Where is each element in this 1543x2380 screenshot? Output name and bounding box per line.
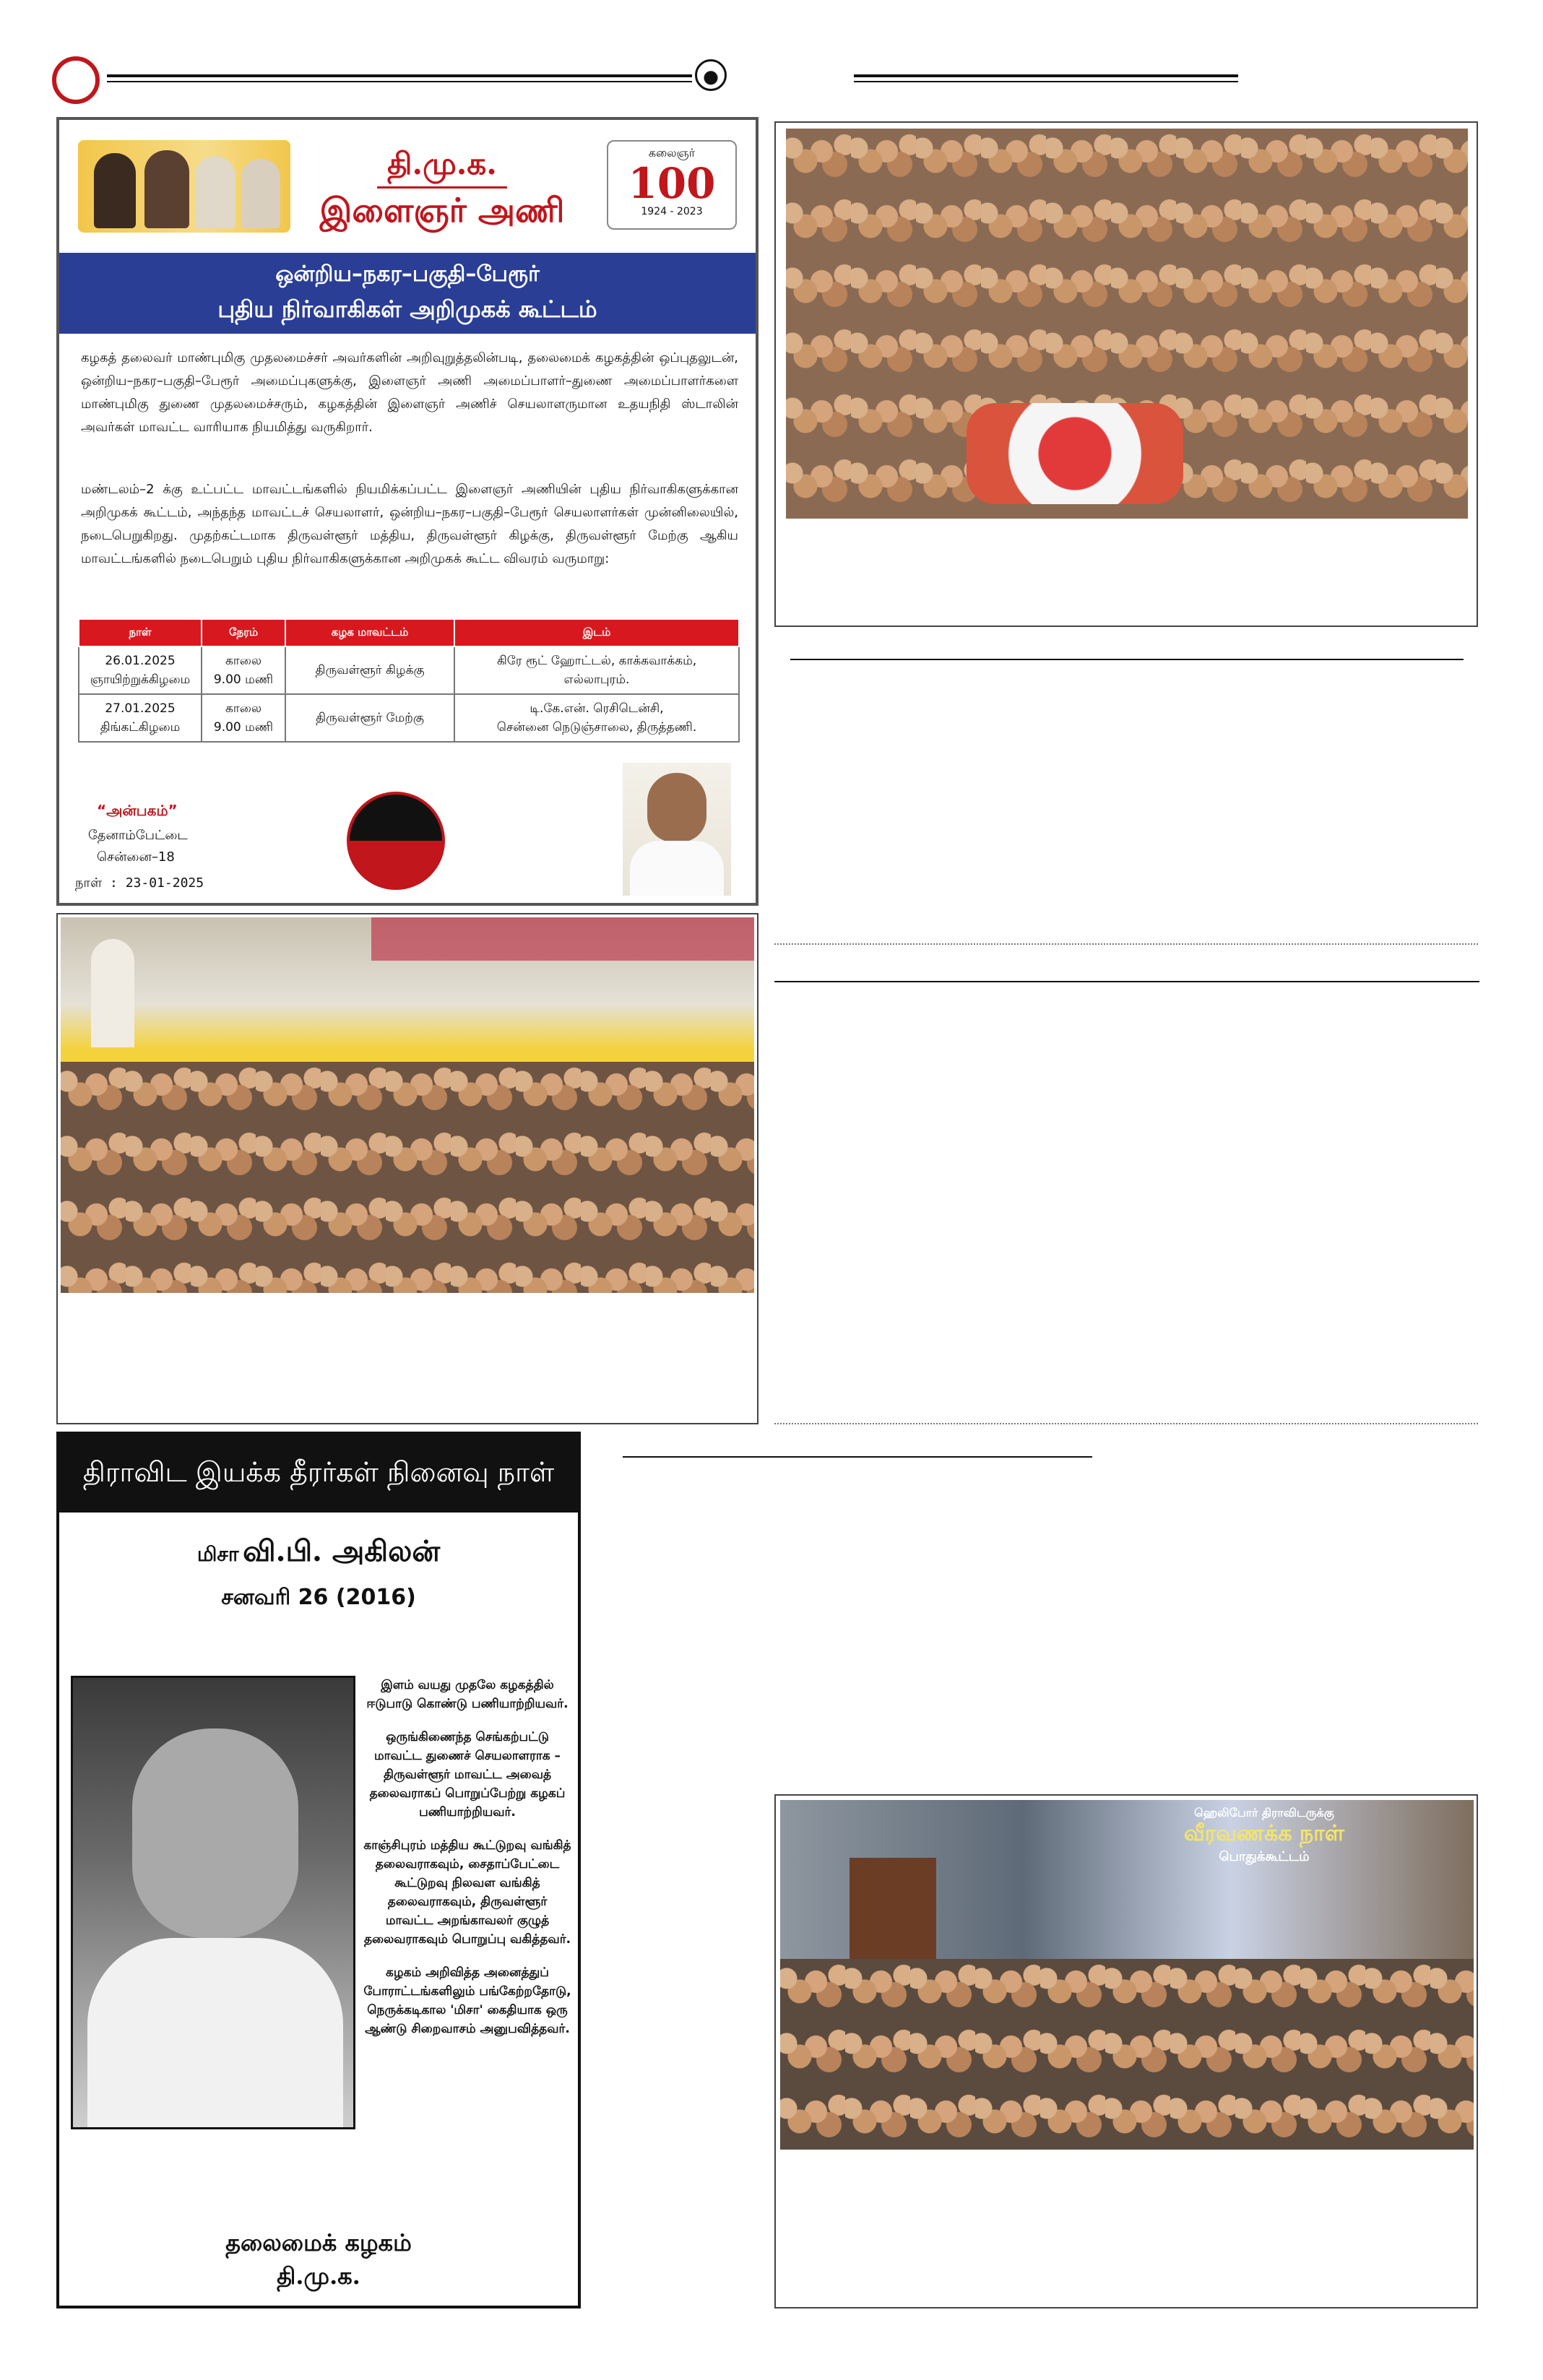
table-row [79, 694, 739, 742]
leader-portrait [94, 153, 136, 228]
meeting-crowd-photo [61, 1062, 754, 1293]
leader-portrait [195, 156, 235, 228]
dotted-rule [774, 1423, 1478, 1424]
meeting-banner [59, 253, 756, 334]
ad-paragraph-2: மண்டலம்–2 க்கு உட்பட்ட மாவட்டங்களில் நியமிக்கப்பட்ட இளைஞர் அணியின் புதிய நிர்வாகிகளுக்கான அறிமுகக் கூட்டம், அந்தந்த மாவட்டச் செயலாளர், ஒன்றிய–நகர–பகுதி–பேரூர் செயலாளர்கள் முன்னிலையில், நடைபெறுகிறது. முதற்கட்டமாக திருவள்ளூர் மத்திய, திருவள்ளூர் கிழக்கு, திருவள்ளூர் மேற்கு ஆகிய மாவட்டங்களில் நடைபெறும் புதிய நிர்வாகிகளுக்கான அறிமுகக் கூட்ட விவரம் வருமாறு: [81, 482, 738, 566]
schedule-table-wrap [78, 618, 740, 743]
stage-backdrop [371, 917, 754, 961]
table-cell-time [202, 694, 285, 742]
section-rule [623, 1456, 1092, 1458]
table-cell-date [79, 694, 202, 742]
place-line2: எல்லாபுரம். [563, 672, 630, 687]
date-text: 26.01.2025 [105, 654, 176, 668]
table-cell-time [202, 646, 285, 694]
table-header: நேரம் [202, 619, 285, 646]
office-name: “அன்பகம்” [97, 802, 178, 819]
photo-box-top-right [774, 121, 1478, 627]
portrait-face [132, 1728, 298, 1938]
bio-paragraph: ஒருங்கிணைந்த செங்கற்பட்டு மாவட்ட துணைச் செயலாளராக – திருவள்ளூர் மாவட்ட அவைத் தலைவராகப் பொறுப்பேற்று கழகப் பணியாற்றியவர். [369, 1730, 566, 1819]
audience-photo [780, 1959, 1474, 2150]
podium [850, 1858, 936, 1959]
time-label: காலை [225, 654, 262, 668]
section-rule [774, 981, 1479, 982]
meeting-stage-photo [61, 917, 754, 1062]
name-prefix: மிசா [196, 1542, 239, 1566]
header-rule-left-thin [107, 81, 692, 82]
stage-banner-line2: வீரவணக்க நாள் [1184, 1821, 1344, 1846]
stage-banner-line3: பொதுக்கூட்டம் [1219, 1849, 1310, 1864]
date-text: 27.01.2025 [105, 701, 176, 716]
memorial-name-line [59, 1534, 578, 1572]
header-rule-left [107, 74, 692, 77]
place-line2: சென்னை நெடுஞ்சாலை, திருத்தணி. [496, 720, 697, 735]
kalaignar-100-logo [607, 140, 737, 230]
table-cell-place [454, 694, 739, 742]
page-number-circle [52, 56, 100, 104]
memorial-header-text: திராவிட இயக்க தீரர்கள் நினைவு நாள் [82, 1456, 555, 1488]
stage-speaker [91, 939, 134, 1047]
bio-paragraph: இளம் வயது முதலே கழகத்தில் ஈடுபாடு கொண்டு பணியாற்றியவர். [366, 1678, 569, 1711]
brand-title: தி.மு.க. [387, 146, 497, 181]
table-header-row [79, 619, 739, 646]
portrait-shirt [87, 1938, 343, 2127]
leader-portrait [144, 150, 189, 228]
day-text: ஞாயிற்றுக்கிழமை [90, 672, 191, 687]
memorial-footer-2: தி.மு.க. [277, 2262, 360, 2290]
memorial-bio [363, 1676, 572, 2038]
place-line1: டி.கே.என். ரெசிடென்சி, [530, 701, 664, 716]
dmk-flag-emblem-icon [347, 792, 445, 890]
section-rule [790, 659, 1464, 660]
dmk-youth-ad [56, 117, 758, 906]
dotted-rule [774, 943, 1478, 945]
header-rule-right [854, 74, 1238, 77]
stage-banner [1156, 1806, 1373, 1885]
memorial-notice [56, 1432, 581, 2308]
memorial-footer-1: தலைமைக் கழகம் [225, 2229, 412, 2256]
table-header: நாள் [79, 619, 202, 646]
centenary-top-label: கலைஞர் [648, 146, 696, 160]
table-header: கழக மாவட்டம் [285, 619, 454, 646]
brand-subtitle: இளைஞர் அணி [319, 191, 565, 230]
photo-box-bottom-right [774, 1794, 1478, 2308]
time-label: காலை [225, 701, 262, 716]
centenary-number: 100 [628, 159, 716, 208]
leader-photo [623, 763, 731, 896]
bio-paragraph: கழகம் அறிவித்த அனைத்துப் போராட்டங்களிலும் பங்கேற்றதோடு, நெருக்கடிகால 'மிசா' கைதியாக ஒரு ஆண்டு சிறைவாசம் அனுபவித்தவர். [363, 1965, 571, 2036]
table-header: இடம் [454, 619, 739, 646]
ad-paragraph-1: கழகத் தலைவர் மாண்புமிகு முதலமைச்சர் அவர்களின் அறிவுறுத்தலின்படி, தலைமைக் கழகத்தின் ஒப்புதலுடன், ஒன்றிய–நகர–பகுதி–பேரூர் அமைப்புகளுக்கு, இளைஞர் அணி அமைப்பாளர்–துணை அமைப்பாளர்களை மாண்புமிகு துணை முதலமைச்சரும், கழகத்தின் இளைஞர் அணிச் செயலாளருமான உதயநிதி ஸ்டாலின் அவர்கள் மாவட்ட வாரியாக நியமித்து வருகிறார். [81, 350, 738, 435]
table-cell-place [454, 646, 739, 694]
leaders-portrait-strip [78, 140, 290, 233]
rising-sun-emblem-icon [695, 59, 727, 91]
stage-photo [780, 1800, 1474, 1959]
ad-date: நாள் : 23-01-2025 [75, 875, 204, 891]
header-rule-right-thin [854, 81, 1238, 82]
table-row [79, 646, 739, 694]
table-cell-district: திருவள்ளூர் மேற்கு [285, 694, 454, 742]
office-address-line2: சென்னை–18 [97, 849, 175, 865]
leader-portrait [241, 159, 280, 228]
funeral-photo [786, 129, 1468, 519]
leader-shirt [630, 841, 724, 896]
time-value: 9.00 மணி [213, 672, 274, 687]
office-address-line1: தேனாம்பேட்டை [88, 828, 188, 843]
banner-line1: ஒன்றிய–நகர–பகுதி–பேரூர் [275, 261, 540, 287]
memorial-name: வி.பி. அகிலன் [243, 1534, 441, 1568]
table-cell-district: திருவள்ளூர் கிழக்கு [285, 646, 454, 694]
time-value: 9.00 மணி [213, 720, 274, 735]
photo-box-left-middle [56, 913, 758, 1424]
memorial-date: சனவரி 26 (2016) [221, 1585, 416, 1610]
leader-face [647, 773, 706, 842]
garland-area [967, 403, 1183, 504]
place-line1: கிரே ரூட் ஹோட்டல், காக்கவாக்கம், [496, 654, 697, 668]
brand-title-rule [377, 186, 507, 189]
bio-paragraph: காஞ்சிபுரம் மத்திய கூட்டுறவு வங்கித் தலைவராகவும், சைதாப்பேட்டை கூட்டுறவு நிலவள வங்கித் தலைவராகவும், திருவள்ளூர் மாவட்ட அறங்காவலர் குழுத் தலைவராகவும் பொறுப்பு வகித்தவர். [363, 1838, 571, 1947]
memorial-portrait [71, 1676, 355, 2129]
memorial-header [59, 1435, 578, 1513]
day-text: திங்கட்கிழமை [100, 720, 181, 735]
stage-banner-line1: ஹெலிபோர் திராவிடருக்கு [1194, 1806, 1334, 1819]
banner-line2: புதிய நிர்வாகிகள் அறிமுகக் கூட்டம் [217, 295, 597, 323]
schedule-table [78, 618, 740, 743]
table-cell-date [79, 646, 202, 694]
centenary-years: 1924 - 2023 [641, 206, 703, 217]
